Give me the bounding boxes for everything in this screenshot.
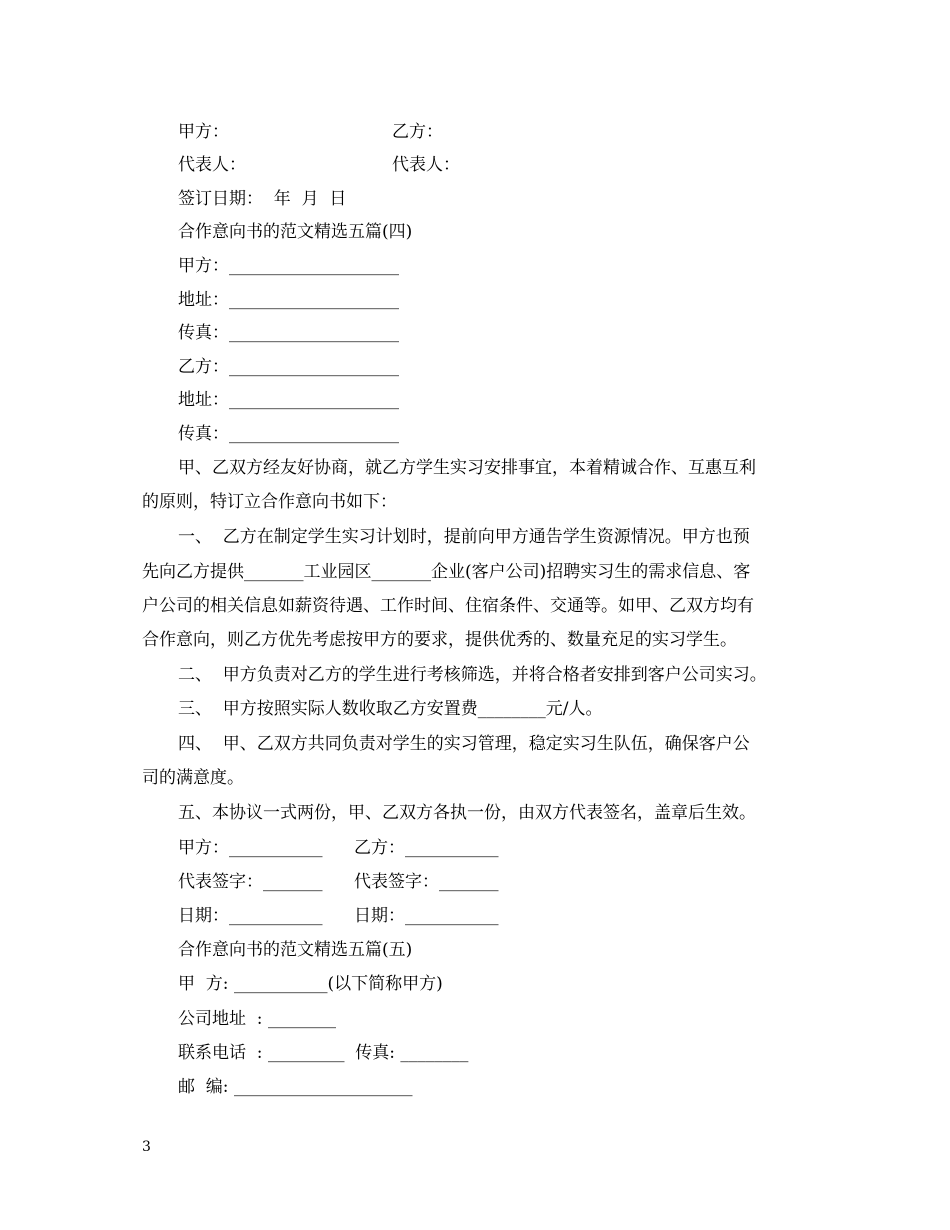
sign-rep-a: 代表签字：_______ — [178, 872, 323, 892]
party-b-label: 乙方： — [392, 122, 443, 142]
field-line: 地址：____________________ — [178, 290, 399, 310]
sign-party-a: 甲方：___________ — [178, 838, 323, 858]
paragraph-line: 二、 甲方负责对乙方的学生进行考核筛选，并将合格者安排到客户公司实习。 — [178, 665, 767, 685]
paragraph-line: 一、 乙方在制定学生实习计划时，提前向甲方通告学生资源情况。甲方也预 — [178, 527, 750, 547]
paragraph-line: 司的满意度。 — [142, 768, 244, 788]
paragraph-line: 四、 甲、乙双方共同负责对学生的实习管理，稳定实习生队伍，确保客户公 — [178, 734, 750, 754]
page-number: 3 — [142, 1139, 151, 1155]
sign-date-b: 日期：___________ — [354, 906, 499, 926]
paragraph-line: 户公司的相关信息如薪资待遇、工作时间、住宿条件、交通等。如甲、乙双方均有 — [142, 596, 754, 616]
sign-party-b: 乙方：___________ — [354, 838, 499, 858]
sign-rep-b: 代表签字：_______ — [354, 872, 499, 892]
section-5-title: 合作意向书的范文精选五篇(五) — [178, 940, 413, 960]
field-line: 传真：____________________ — [178, 323, 399, 343]
representative-b-label: 代表人： — [392, 155, 460, 175]
sign-date-a: 日期：___________ — [178, 906, 323, 926]
party-a-label: 甲方： — [178, 122, 229, 142]
paragraph-line: 合作意向，则乙方优先考虑按甲方的要求，提供优秀的、数量充足的实习学生。 — [142, 630, 737, 650]
field-line: 公司地址 : ________ — [178, 1009, 336, 1029]
sign-date-line: 签订日期： 年 月 日 — [178, 189, 347, 209]
field-line: 地址：____________________ — [178, 390, 399, 410]
field-line: 乙方：____________________ — [178, 357, 399, 377]
section-4-title: 合作意向书的范文精选五篇(四) — [178, 222, 413, 242]
field-line: 传真：____________________ — [178, 424, 399, 444]
representative-a-label: 代表人： — [178, 155, 246, 175]
paragraph-line: 五、本协议一式两份，甲、乙双方各执一份，由双方代表签名，盖章后生效。 — [178, 803, 756, 823]
paragraph-line: 的原则，特订立合作意向书如下： — [142, 492, 397, 512]
field-line: 邮 编: _____________________ — [178, 1077, 413, 1097]
paragraph-line: 先向乙方提供_______工业园区_______企业(客户公司)招聘实习生的需求信息、客 — [142, 562, 751, 582]
paragraph-line: 三、 甲方按照实际人数收取乙方安置费________元/人。 — [178, 699, 603, 719]
paragraph-line: 甲、乙双方经友好协商，就乙方学生实习安排事宜，本着精诚合作、互惠互利 — [178, 458, 756, 478]
field-line: 甲方：____________________ — [178, 256, 399, 276]
field-line: 甲 方: ___________(以下简称甲方) — [178, 974, 443, 994]
field-line: 联系电话 : _________ 传真: ________ — [178, 1043, 469, 1063]
